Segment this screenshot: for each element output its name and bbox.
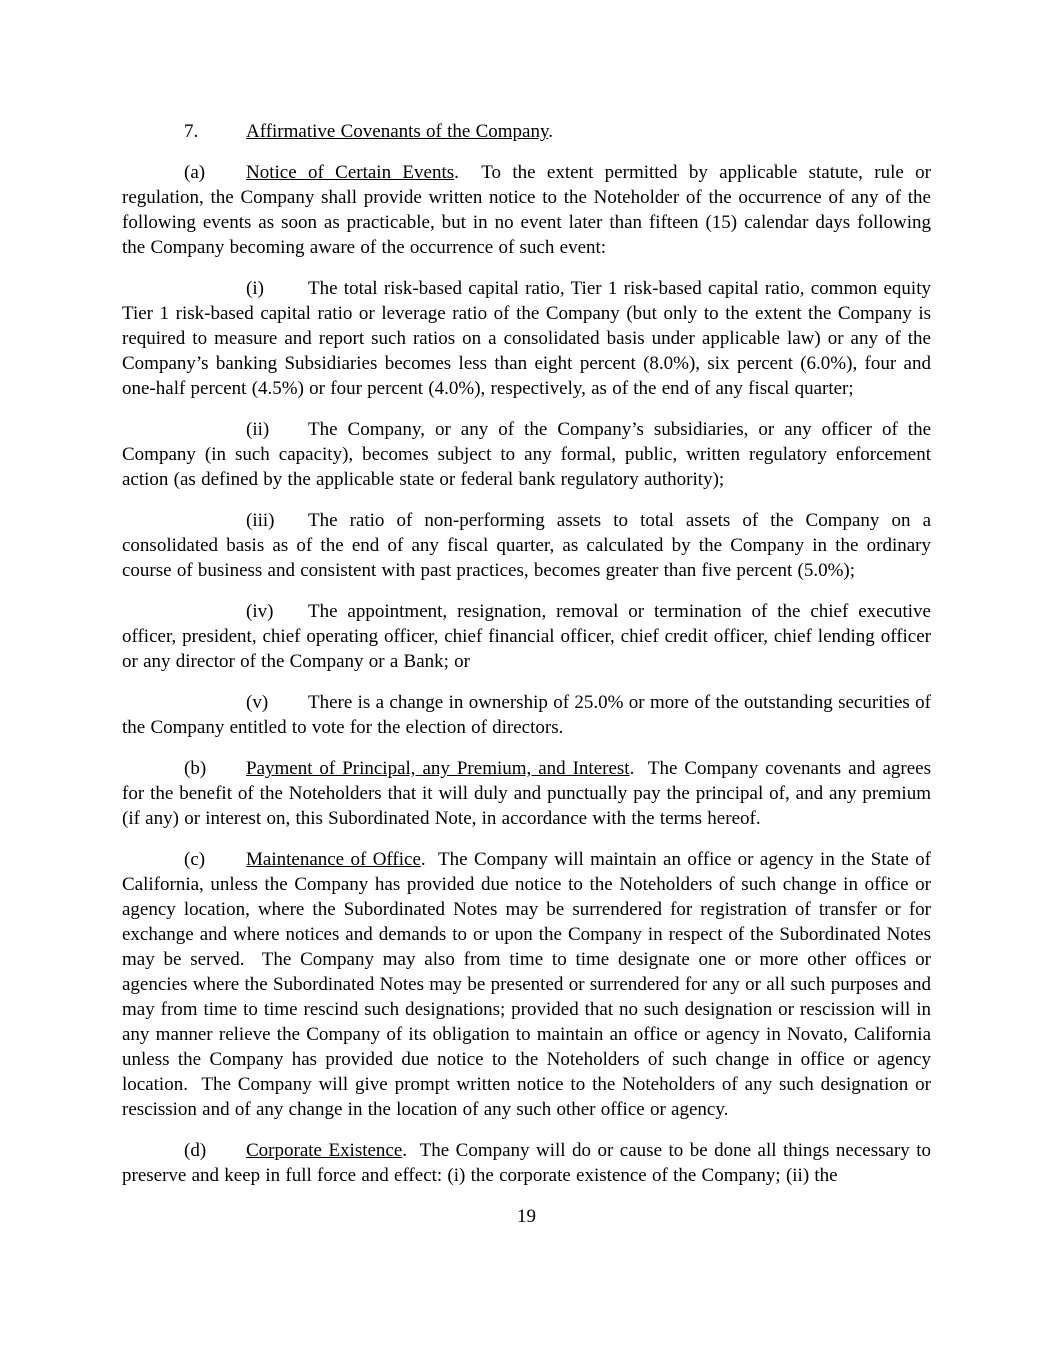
section-title: Affirmative Covenants of the Company: [246, 121, 549, 142]
paragraph-text: . The Company covenants and agrees for the benefit of the Noteholders that it will duly and punctually pay the principal of, and any premium (if any) or interest on, this Subordinated Note, in accordance with the terms hereof.: [122, 758, 931, 829]
paragraph-text: The ratio of non-performing assets to total assets of the Company on a consolidated basis as of the end of any fiscal quarter, as calculated by the Company in the ordinary course of business and consistent with past practices, becomes greater than five percent (5.0%);: [122, 510, 931, 581]
paragraph-b: [122, 756, 931, 831]
paragraph-label: (c): [184, 849, 206, 870]
paragraph-c: [122, 847, 931, 1122]
paragraph-text: The Company, or any of the Company’s subsidiaries, or any officer of the Company (in such capacity), becomes subject to any formal, public, written regulatory enforcement action (as defined by the applicable state or federal bank regulatory authority);: [122, 419, 931, 490]
section-title: Payment of Principal, any Premium, and Interest: [246, 758, 630, 779]
paragraph-label: 7.: [184, 121, 199, 142]
paragraph-label: (v): [246, 692, 269, 713]
paragraph-text: . The Company will maintain an office or agency in the State of California, unless the Company has provided due notice to the Noteholders of such change in office or agency location, where the Subordinated Notes may be surrendered for registration of transfer or for exchange and where notices and demands to or upon the Company in respect of the Subordinated Notes may be served. The Company may also from time to time designate one or more other offices or agencies where the Subordinated Notes may be presented or surrendered for any or all such purposes and may from time to time rescind such designations; provided that no such designation or rescission will in any manner relieve the Company of its obligation to maintain an office or agency in Novato, California unless the Company has provided due notice to the Noteholders of such change in office or agency location. The Company will give prompt written notice to the Noteholders of any such designation or rescission and of any change in the location of any such other office or agency.: [122, 849, 932, 1120]
paragraph-text: .: [548, 121, 553, 142]
paragraph-a-iii: [122, 508, 931, 583]
paragraph-label: (b): [184, 758, 207, 779]
section-heading-7: [122, 119, 931, 144]
section-title: Corporate Existence: [246, 1140, 403, 1161]
paragraph-text: . To the extent permitted by applicable statute, rule or regulation, the Company shall provide written notice to the Noteholder of the occurrence of any of the following events as soon as practicable, but in no event later than fifteen (15) calendar days following the Company becoming aware of the occurrence of such event:: [122, 162, 931, 258]
section-title: Maintenance of Office: [246, 849, 421, 870]
paragraph-label: (d): [184, 1140, 207, 1161]
paragraph-label: (iii): [246, 510, 275, 531]
paragraph-label: (a): [184, 162, 206, 183]
paragraph-text: There is a change in ownership of 25.0% or more of the outstanding securities of the Company entitled to vote for the election of directors.: [122, 692, 931, 738]
paragraph-label: (ii): [246, 419, 270, 440]
paragraph-text: The appointment, resignation, removal or termination of the chief executive officer, president, chief operating officer, chief financial officer, chief credit officer, chief lending officer or any director of the Company or a Bank; or: [122, 601, 931, 672]
paragraph-label: (i): [246, 278, 264, 299]
paragraph-d: [122, 1138, 931, 1188]
page-number: 19: [517, 1206, 536, 1227]
paragraph-text: . The Company will do or cause to be done all things necessary to preserve and keep in full force and effect: (i) the corporate existence of the Company; (ii) the: [122, 1140, 931, 1186]
paragraph-a-v: [122, 690, 931, 740]
paragraph-a-ii: [122, 417, 931, 492]
paragraph-a-i: [122, 276, 931, 401]
paragraph-a: [122, 160, 931, 260]
paragraph-text: The total risk-based capital ratio, Tier 1 risk-based capital ratio, common equity Tier 1 risk-based capital ratio or leverage ratio of the Company (but only to the extent the Company is required to measure and report such ratios on a consolidated basis under applicable law) or any of the Company’s banking Subsidiaries becomes less than eight percent (8.0%), six percent (6.0%), four and one-half percent (4.5%) or four percent (4.0%), respectively, as of the end of any fiscal quarter;: [122, 278, 931, 399]
paragraph-label: (iv): [246, 601, 274, 622]
section-title: Notice of Certain Events: [246, 162, 455, 183]
paragraph-a-iv: [122, 599, 931, 674]
